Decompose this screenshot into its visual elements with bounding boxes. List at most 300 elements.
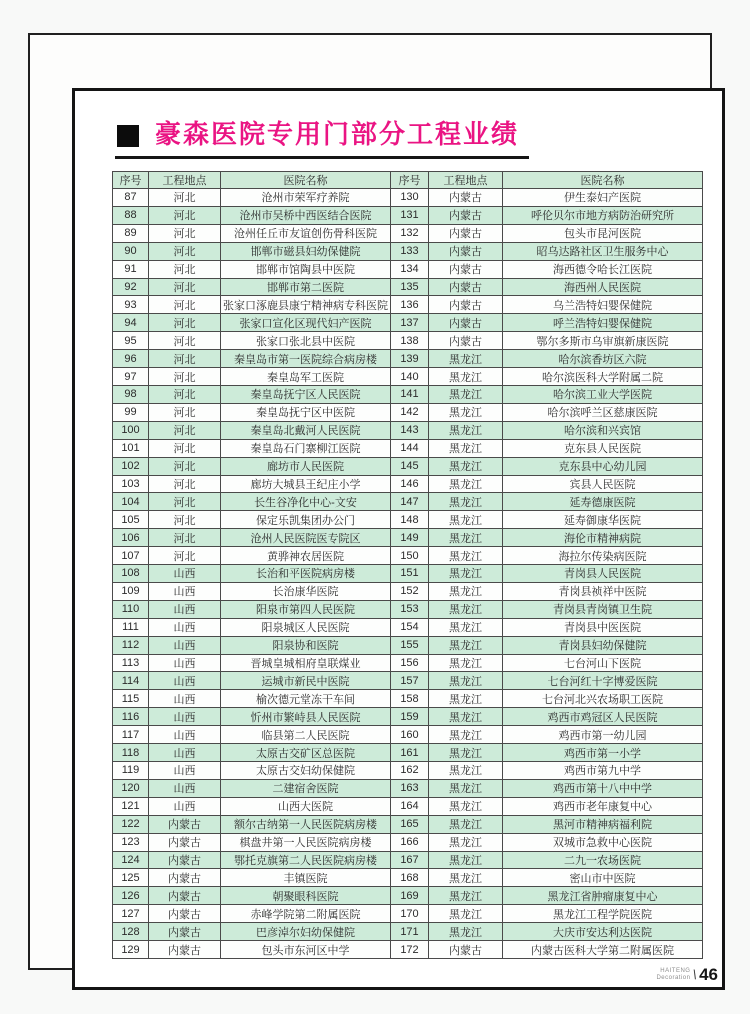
location-cell: 河北 [149, 439, 221, 457]
location-cell: 黑龙江 [429, 833, 503, 851]
column-header-seq-right: 序号 [391, 172, 429, 189]
table-row [113, 869, 703, 887]
hospital-cell: 鸡西市鸡冠区人民医院 [503, 708, 703, 726]
inner-page-frame [72, 88, 725, 990]
hospital-cell: 张家口宣化区现代妇产医院 [221, 314, 391, 332]
location-cell: 河北 [149, 511, 221, 529]
seq-cell: 144 [391, 439, 429, 457]
hospital-cell: 包头市昆河医院 [503, 224, 703, 242]
seq-cell: 163 [391, 779, 429, 797]
square-bullet-icon [117, 125, 139, 147]
seq-cell: 126 [113, 887, 149, 905]
location-cell: 河北 [149, 242, 221, 260]
location-cell: 黑龙江 [429, 493, 503, 511]
hospital-cell: 七台河红十字博爱医院 [503, 672, 703, 690]
seq-cell: 141 [391, 385, 429, 403]
table-row [113, 439, 703, 457]
hospital-cell: 哈尔滨香坊区六院 [503, 350, 703, 368]
table-row [113, 905, 703, 923]
location-cell: 内蒙古 [429, 206, 503, 224]
seq-cell: 157 [391, 672, 429, 690]
table-row [113, 260, 703, 278]
location-cell: 内蒙古 [149, 851, 221, 869]
hospital-cell: 海西德令哈长江医院 [503, 260, 703, 278]
seq-cell: 98 [113, 385, 149, 403]
location-cell: 黑龙江 [429, 905, 503, 923]
location-cell: 黑龙江 [429, 654, 503, 672]
seq-cell: 93 [113, 296, 149, 314]
seq-cell: 128 [113, 923, 149, 941]
location-cell: 黑龙江 [429, 421, 503, 439]
hospital-cell: 太原古交矿区总医院 [221, 744, 391, 762]
location-cell: 内蒙古 [429, 314, 503, 332]
location-cell: 内蒙古 [429, 278, 503, 296]
seq-cell: 101 [113, 439, 149, 457]
seq-cell: 119 [113, 762, 149, 780]
location-cell: 内蒙古 [149, 887, 221, 905]
seq-cell: 109 [113, 582, 149, 600]
location-cell: 河北 [149, 224, 221, 242]
hospital-cell: 鸡西市第九中学 [503, 762, 703, 780]
hospital-cell: 沧州人民医院医专院区 [221, 529, 391, 547]
location-cell: 内蒙古 [429, 224, 503, 242]
hospital-cell: 秦皇岛抚宁区人民医院 [221, 385, 391, 403]
seq-cell: 135 [391, 278, 429, 296]
location-cell: 黑龙江 [429, 744, 503, 762]
seq-cell: 90 [113, 242, 149, 260]
hospital-cell: 双城市急救中心医院 [503, 833, 703, 851]
location-cell: 河北 [149, 475, 221, 493]
location-cell: 山西 [149, 726, 221, 744]
location-cell: 黑龙江 [429, 815, 503, 833]
hospital-cell: 巴彦淖尔妇幼保健院 [221, 923, 391, 941]
seq-cell: 114 [113, 672, 149, 690]
location-cell: 河北 [149, 493, 221, 511]
seq-cell: 140 [391, 368, 429, 386]
location-cell: 河北 [149, 457, 221, 475]
hospital-cell: 青岗县祯祥中医院 [503, 582, 703, 600]
seq-cell: 156 [391, 654, 429, 672]
location-cell: 山西 [149, 708, 221, 726]
location-cell: 黑龙江 [429, 457, 503, 475]
seq-cell: 132 [391, 224, 429, 242]
seq-cell: 121 [113, 797, 149, 815]
table-row [113, 242, 703, 260]
seq-cell: 110 [113, 600, 149, 618]
location-cell: 河北 [149, 529, 221, 547]
seq-cell: 137 [391, 314, 429, 332]
seq-cell: 161 [391, 744, 429, 762]
hospital-cell: 鄂托克旗第二人民医院病房楼 [221, 851, 391, 869]
hospital-cell: 阳泉城区人民医院 [221, 618, 391, 636]
location-cell: 黑龙江 [429, 600, 503, 618]
hospital-cell: 黑龙江工程学院医院 [503, 905, 703, 923]
seq-cell: 88 [113, 206, 149, 224]
hospital-cell: 二九一农场医院 [503, 851, 703, 869]
seq-cell: 102 [113, 457, 149, 475]
hospital-cell: 延寿御康华医院 [503, 511, 703, 529]
seq-cell: 106 [113, 529, 149, 547]
hospital-cell: 密山市中医院 [503, 869, 703, 887]
table-row [113, 475, 703, 493]
hospital-cell: 秦皇岛北戴河人民医院 [221, 421, 391, 439]
seq-cell: 89 [113, 224, 149, 242]
seq-cell: 87 [113, 189, 149, 207]
location-cell: 黑龙江 [429, 565, 503, 583]
table-row [113, 618, 703, 636]
location-cell: 黑龙江 [429, 779, 503, 797]
hospital-cell: 阳泉协和医院 [221, 636, 391, 654]
table-row [113, 511, 703, 529]
hospital-cell: 长治康华医院 [221, 582, 391, 600]
hospital-cell: 哈尔滨工业大学医院 [503, 385, 703, 403]
seq-cell: 160 [391, 726, 429, 744]
location-cell: 黑龙江 [429, 403, 503, 421]
table-row [113, 923, 703, 941]
location-cell: 山西 [149, 744, 221, 762]
table-row [113, 403, 703, 421]
table-row [113, 779, 703, 797]
projects-table [112, 171, 703, 959]
seq-cell: 165 [391, 815, 429, 833]
hospital-cell: 克东县中心幼儿园 [503, 457, 703, 475]
table-row [113, 350, 703, 368]
table-row [113, 385, 703, 403]
seq-cell: 138 [391, 332, 429, 350]
column-header-hospital-left: 医院名称 [221, 172, 391, 189]
location-cell: 黑龙江 [429, 672, 503, 690]
hospital-cell: 长治和平医院病房楼 [221, 565, 391, 583]
brand-mark [656, 968, 690, 982]
seq-cell: 107 [113, 547, 149, 565]
seq-cell: 172 [391, 941, 429, 959]
brand-line1: HAITENG [660, 967, 691, 974]
seq-cell: 146 [391, 475, 429, 493]
table-row [113, 887, 703, 905]
seq-cell: 136 [391, 296, 429, 314]
hospital-cell: 青岗县中医医院 [503, 618, 703, 636]
location-cell: 黑龙江 [429, 726, 503, 744]
hospital-cell: 七台河山下医院 [503, 654, 703, 672]
seq-cell: 115 [113, 690, 149, 708]
hospital-cell: 秦皇岛石门寨柳江医院 [221, 439, 391, 457]
hospital-cell: 鸡西市老年康复中心 [503, 797, 703, 815]
location-cell: 河北 [149, 403, 221, 421]
hospital-cell: 秦皇岛军工医院 [221, 368, 391, 386]
hospital-cell: 乌兰浩特妇婴保健院 [503, 296, 703, 314]
footer [656, 965, 718, 985]
table-row [113, 332, 703, 350]
location-cell: 山西 [149, 797, 221, 815]
hospital-cell: 宾县人民医院 [503, 475, 703, 493]
table-row [113, 529, 703, 547]
location-cell: 黑龙江 [429, 636, 503, 654]
outer-page-frame [28, 33, 718, 984]
location-cell: 黑龙江 [429, 869, 503, 887]
location-cell: 黑龙江 [429, 511, 503, 529]
hospital-cell: 邯郸市馆陶县中医院 [221, 260, 391, 278]
column-header-seq-left: 序号 [113, 172, 149, 189]
brand-line2: Decoration [656, 975, 691, 981]
seq-cell: 145 [391, 457, 429, 475]
seq-cell: 131 [391, 206, 429, 224]
table-header-row [113, 172, 703, 189]
seq-cell: 147 [391, 493, 429, 511]
column-header-hospital-right: 医院名称 [503, 172, 703, 189]
location-cell: 黑龙江 [429, 618, 503, 636]
table-row [113, 690, 703, 708]
hospital-cell: 运城市新民中医院 [221, 672, 391, 690]
location-cell: 黑龙江 [429, 368, 503, 386]
table-row [113, 672, 703, 690]
location-cell: 内蒙古 [429, 242, 503, 260]
location-cell: 河北 [149, 206, 221, 224]
location-cell: 内蒙古 [149, 833, 221, 851]
location-cell: 河北 [149, 260, 221, 278]
seq-cell: 149 [391, 529, 429, 547]
seq-cell: 129 [113, 941, 149, 959]
table-row [113, 654, 703, 672]
location-cell: 河北 [149, 278, 221, 296]
seq-cell: 154 [391, 618, 429, 636]
title-block [115, 121, 529, 159]
location-cell: 黑龙江 [429, 582, 503, 600]
hospital-cell: 呼伦贝尔市地方病防治研究所 [503, 206, 703, 224]
hospital-cell: 榆次德元堂冻干车间 [221, 690, 391, 708]
seq-cell: 159 [391, 708, 429, 726]
hospital-cell: 哈尔滨和兴宾馆 [503, 421, 703, 439]
seq-cell: 150 [391, 547, 429, 565]
location-cell: 山西 [149, 779, 221, 797]
table-row [113, 851, 703, 869]
hospital-cell: 海伦市精神病院 [503, 529, 703, 547]
seq-cell: 151 [391, 565, 429, 583]
hospital-cell: 克东县人民医院 [503, 439, 703, 457]
location-cell: 山西 [149, 618, 221, 636]
seq-cell: 113 [113, 654, 149, 672]
hospital-cell: 秦皇岛抚宁区中医院 [221, 403, 391, 421]
hospital-cell: 张家口张北县中医院 [221, 332, 391, 350]
seq-cell: 164 [391, 797, 429, 815]
hospital-cell: 内蒙古医科大学第二附属医院 [503, 941, 703, 959]
seq-cell: 124 [113, 851, 149, 869]
table-row [113, 278, 703, 296]
table-row [113, 815, 703, 833]
location-cell: 黑龙江 [429, 797, 503, 815]
location-cell: 内蒙古 [149, 905, 221, 923]
hospital-cell: 额尔古纳第一人民医院病房楼 [221, 815, 391, 833]
seq-cell: 167 [391, 851, 429, 869]
location-cell: 山西 [149, 600, 221, 618]
hospital-cell: 忻州市繁峙县人民医院 [221, 708, 391, 726]
table-row [113, 941, 703, 959]
seq-cell: 111 [113, 618, 149, 636]
seq-cell: 152 [391, 582, 429, 600]
table-row [113, 744, 703, 762]
location-cell: 河北 [149, 385, 221, 403]
location-cell: 河北 [149, 314, 221, 332]
table-row [113, 565, 703, 583]
seq-cell: 117 [113, 726, 149, 744]
seq-cell: 96 [113, 350, 149, 368]
table-row [113, 582, 703, 600]
hospital-cell: 长生谷净化中心-文安 [221, 493, 391, 511]
seq-cell: 95 [113, 332, 149, 350]
hospital-cell: 包头市东河区中学 [221, 941, 391, 959]
location-cell: 黑龙江 [429, 887, 503, 905]
seq-cell: 104 [113, 493, 149, 511]
location-cell: 山西 [149, 654, 221, 672]
location-cell: 内蒙古 [149, 815, 221, 833]
table-row [113, 726, 703, 744]
hospital-cell: 鸡西市第一小学 [503, 744, 703, 762]
hospital-cell: 海西州人民医院 [503, 278, 703, 296]
table-row [113, 314, 703, 332]
location-cell: 黑龙江 [429, 851, 503, 869]
hospital-cell: 廊坊大城县王纪庄小学 [221, 475, 391, 493]
seq-cell: 108 [113, 565, 149, 583]
location-cell: 山西 [149, 672, 221, 690]
location-cell: 内蒙古 [429, 189, 503, 207]
table-row [113, 296, 703, 314]
location-cell: 黑龙江 [429, 708, 503, 726]
hospital-cell: 青岗县妇幼保健院 [503, 636, 703, 654]
hospital-cell: 沧州市荣军疗养院 [221, 189, 391, 207]
hospital-cell: 朝聚眼科医院 [221, 887, 391, 905]
location-cell: 内蒙古 [149, 941, 221, 959]
table-row [113, 833, 703, 851]
column-header-location-right: 工程地点 [429, 172, 503, 189]
location-cell: 黑龙江 [429, 350, 503, 368]
seq-cell: 142 [391, 403, 429, 421]
table-row [113, 224, 703, 242]
location-cell: 黑龙江 [429, 923, 503, 941]
hospital-cell: 临县第二人民医院 [221, 726, 391, 744]
seq-cell: 170 [391, 905, 429, 923]
hospital-cell: 邯郸市磁县妇幼保健院 [221, 242, 391, 260]
seq-cell: 158 [391, 690, 429, 708]
seq-cell: 130 [391, 189, 429, 207]
location-cell: 山西 [149, 690, 221, 708]
location-cell: 黑龙江 [429, 547, 503, 565]
location-cell: 黑龙江 [429, 475, 503, 493]
seq-cell: 116 [113, 708, 149, 726]
seq-cell: 148 [391, 511, 429, 529]
seq-cell: 169 [391, 887, 429, 905]
hospital-cell: 太原古交妇幼保健院 [221, 762, 391, 780]
hospital-cell: 昭乌达路社区卫生服务中心 [503, 242, 703, 260]
location-cell: 内蒙古 [149, 923, 221, 941]
column-header-location-left: 工程地点 [149, 172, 221, 189]
hospital-cell: 青岗县青岗镇卫生院 [503, 600, 703, 618]
location-cell: 河北 [149, 368, 221, 386]
seq-cell: 92 [113, 278, 149, 296]
table-row [113, 493, 703, 511]
seq-cell: 133 [391, 242, 429, 260]
hospital-cell: 张家口涿鹿县康宁精神病专科医院 [221, 296, 391, 314]
seq-cell: 139 [391, 350, 429, 368]
table-row [113, 189, 703, 207]
location-cell: 河北 [149, 296, 221, 314]
hospital-cell: 鸡西市第一幼儿园 [503, 726, 703, 744]
seq-cell: 122 [113, 815, 149, 833]
location-cell: 河北 [149, 332, 221, 350]
seq-cell: 94 [113, 314, 149, 332]
seq-cell: 103 [113, 475, 149, 493]
hospital-cell: 呼兰浩特妇婴保健院 [503, 314, 703, 332]
hospital-cell: 晋城皇城相府皇联煤业 [221, 654, 391, 672]
location-cell: 黑龙江 [429, 439, 503, 457]
hospital-cell: 黑龙江省肿瘤康复中心 [503, 887, 703, 905]
location-cell: 内蒙古 [429, 296, 503, 314]
table-row [113, 421, 703, 439]
hospital-cell: 七台河北兴农场职工医院 [503, 690, 703, 708]
table-row [113, 600, 703, 618]
table-row [113, 708, 703, 726]
hospital-cell: 二建宿舍医院 [221, 779, 391, 797]
hospital-cell: 黑河市精神病福利院 [503, 815, 703, 833]
location-cell: 内蒙古 [429, 941, 503, 959]
table-row [113, 368, 703, 386]
seq-cell: 91 [113, 260, 149, 278]
hospital-cell: 沧州市吴桥中西医结合医院 [221, 206, 391, 224]
location-cell: 黑龙江 [429, 385, 503, 403]
page-title: 豪森医院专用门部分工程业绩 [155, 119, 520, 149]
seq-cell: 166 [391, 833, 429, 851]
seq-cell: 171 [391, 923, 429, 941]
hospital-cell: 秦皇岛市第一医院综合病房楼 [221, 350, 391, 368]
hospital-cell: 鸡西市第十八中中学 [503, 779, 703, 797]
seq-cell: 143 [391, 421, 429, 439]
location-cell: 河北 [149, 189, 221, 207]
hospital-cell: 邯郸市第二医院 [221, 278, 391, 296]
page-number: 46 [699, 965, 718, 984]
hospital-cell: 棋盘井第一人民医院病房楼 [221, 833, 391, 851]
table-row [113, 762, 703, 780]
seq-cell: 99 [113, 403, 149, 421]
table-row [113, 547, 703, 565]
location-cell: 内蒙古 [429, 332, 503, 350]
seq-cell: 162 [391, 762, 429, 780]
seq-cell: 153 [391, 600, 429, 618]
location-cell: 山西 [149, 762, 221, 780]
seq-cell: 100 [113, 421, 149, 439]
table-row [113, 797, 703, 815]
seq-cell: 123 [113, 833, 149, 851]
hospital-cell: 鄂尔多斯市乌审旗新康医院 [503, 332, 703, 350]
hospital-cell: 大庆市安达利达医院 [503, 923, 703, 941]
seq-cell: 134 [391, 260, 429, 278]
hospital-cell: 阳泉市第四人民医院 [221, 600, 391, 618]
seq-cell: 125 [113, 869, 149, 887]
hospital-cell: 伊生泰妇产医院 [503, 189, 703, 207]
hospital-cell: 延寿德康医院 [503, 493, 703, 511]
hospital-cell: 保定乐凯集团办公门 [221, 511, 391, 529]
hospital-cell: 青岗县人民医院 [503, 565, 703, 583]
seq-cell: 127 [113, 905, 149, 923]
hospital-cell: 哈尔滨呼兰区慈康医院 [503, 403, 703, 421]
hospital-cell: 哈尔滨医科大学附属二院 [503, 368, 703, 386]
seq-cell: 105 [113, 511, 149, 529]
location-cell: 内蒙古 [429, 260, 503, 278]
hospital-cell: 赤峰学院第二附属医院 [221, 905, 391, 923]
hospital-cell: 山西大医院 [221, 797, 391, 815]
hospital-cell: 沧州任丘市友谊创伤骨科医院 [221, 224, 391, 242]
hospital-cell: 黄骅神农居医院 [221, 547, 391, 565]
location-cell: 河北 [149, 421, 221, 439]
location-cell: 山西 [149, 636, 221, 654]
location-cell: 内蒙古 [149, 869, 221, 887]
